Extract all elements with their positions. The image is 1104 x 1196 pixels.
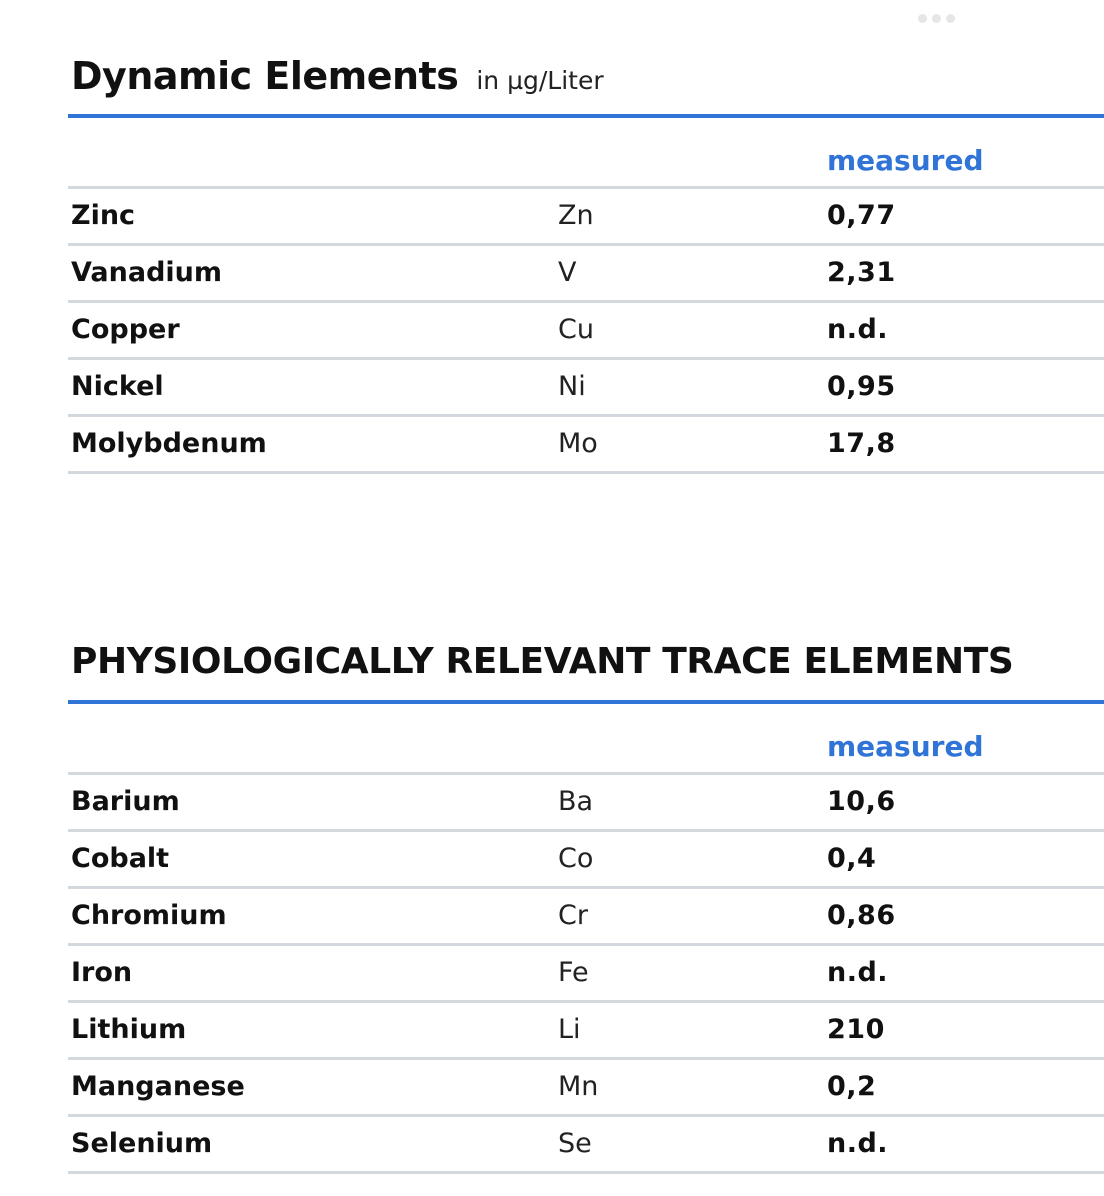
- table-row: [68, 775, 1104, 832]
- dot: [946, 14, 955, 23]
- dot: [932, 14, 941, 23]
- section-heading: [68, 50, 1104, 114]
- measured-value: 10,6: [827, 786, 896, 817]
- table-header-row: [68, 704, 1104, 775]
- table-row: [68, 246, 1104, 303]
- table-row: [68, 189, 1104, 246]
- element-name: Manganese: [71, 1071, 245, 1102]
- element-name: Molybdenum: [71, 428, 267, 459]
- dynamic-elements-section: [68, 50, 1104, 474]
- dot: [918, 14, 927, 23]
- measured-value: 0,2: [827, 1071, 877, 1102]
- element-symbol: Cu: [558, 314, 594, 345]
- element-name: Zinc: [71, 200, 136, 231]
- element-symbol: Zn: [558, 200, 594, 231]
- element-symbol: Se: [558, 1128, 592, 1159]
- trace-elements-table: [68, 704, 1104, 1174]
- table-header-row: [68, 118, 1104, 189]
- element-symbol: Mn: [558, 1071, 599, 1102]
- table-row: [68, 889, 1104, 946]
- element-name: Copper: [71, 314, 180, 345]
- table-row: [68, 1003, 1104, 1060]
- element-name: Nickel: [71, 371, 164, 402]
- element-symbol: Co: [558, 843, 594, 874]
- table-row: [68, 360, 1104, 417]
- measured-value: 0,4: [827, 843, 877, 874]
- measured-value: 0,86: [827, 900, 896, 931]
- column-header-measured: measured: [827, 730, 984, 763]
- element-name: Barium: [71, 786, 180, 817]
- element-name: Vanadium: [71, 257, 223, 288]
- table-row: [68, 946, 1104, 1003]
- measured-value: n.d.: [827, 957, 889, 988]
- element-name: Chromium: [71, 900, 227, 931]
- section-title: Dynamic Elements: [71, 54, 459, 98]
- measured-value: 210: [827, 1014, 885, 1045]
- element-name: Lithium: [71, 1014, 187, 1045]
- table-row: [68, 1060, 1104, 1117]
- element-symbol: Ni: [558, 371, 586, 402]
- element-symbol: V: [558, 257, 577, 288]
- section-heading: [68, 636, 1104, 700]
- measured-value: n.d.: [827, 1128, 889, 1159]
- element-name: Iron: [71, 957, 133, 988]
- element-symbol: Cr: [558, 900, 588, 931]
- element-symbol: Fe: [558, 957, 589, 988]
- measured-value: 2,31: [827, 257, 896, 288]
- table-row: [68, 417, 1104, 474]
- column-header-measured: measured: [827, 144, 984, 177]
- dynamic-elements-table: [68, 118, 1104, 474]
- table-row: [68, 303, 1104, 360]
- table-row: [68, 832, 1104, 889]
- trace-elements-section: [68, 636, 1104, 1174]
- measured-value: n.d.: [827, 314, 889, 345]
- ellipsis-icon[interactable]: [918, 14, 955, 23]
- element-symbol: Mo: [558, 428, 598, 459]
- element-name: Cobalt: [71, 843, 170, 874]
- element-symbol: Ba: [558, 786, 594, 817]
- section-title: PHYSIOLOGICALLY RELEVANT TRACE ELEMENTS: [71, 641, 1014, 682]
- element-name: Selenium: [71, 1128, 213, 1159]
- measured-value: 17,8: [827, 428, 896, 459]
- table-row: [68, 1117, 1104, 1174]
- measured-value: 0,77: [827, 200, 896, 231]
- unit-label: in µg/Liter: [476, 66, 604, 95]
- element-symbol: Li: [558, 1014, 581, 1045]
- measured-value: 0,95: [827, 371, 896, 402]
